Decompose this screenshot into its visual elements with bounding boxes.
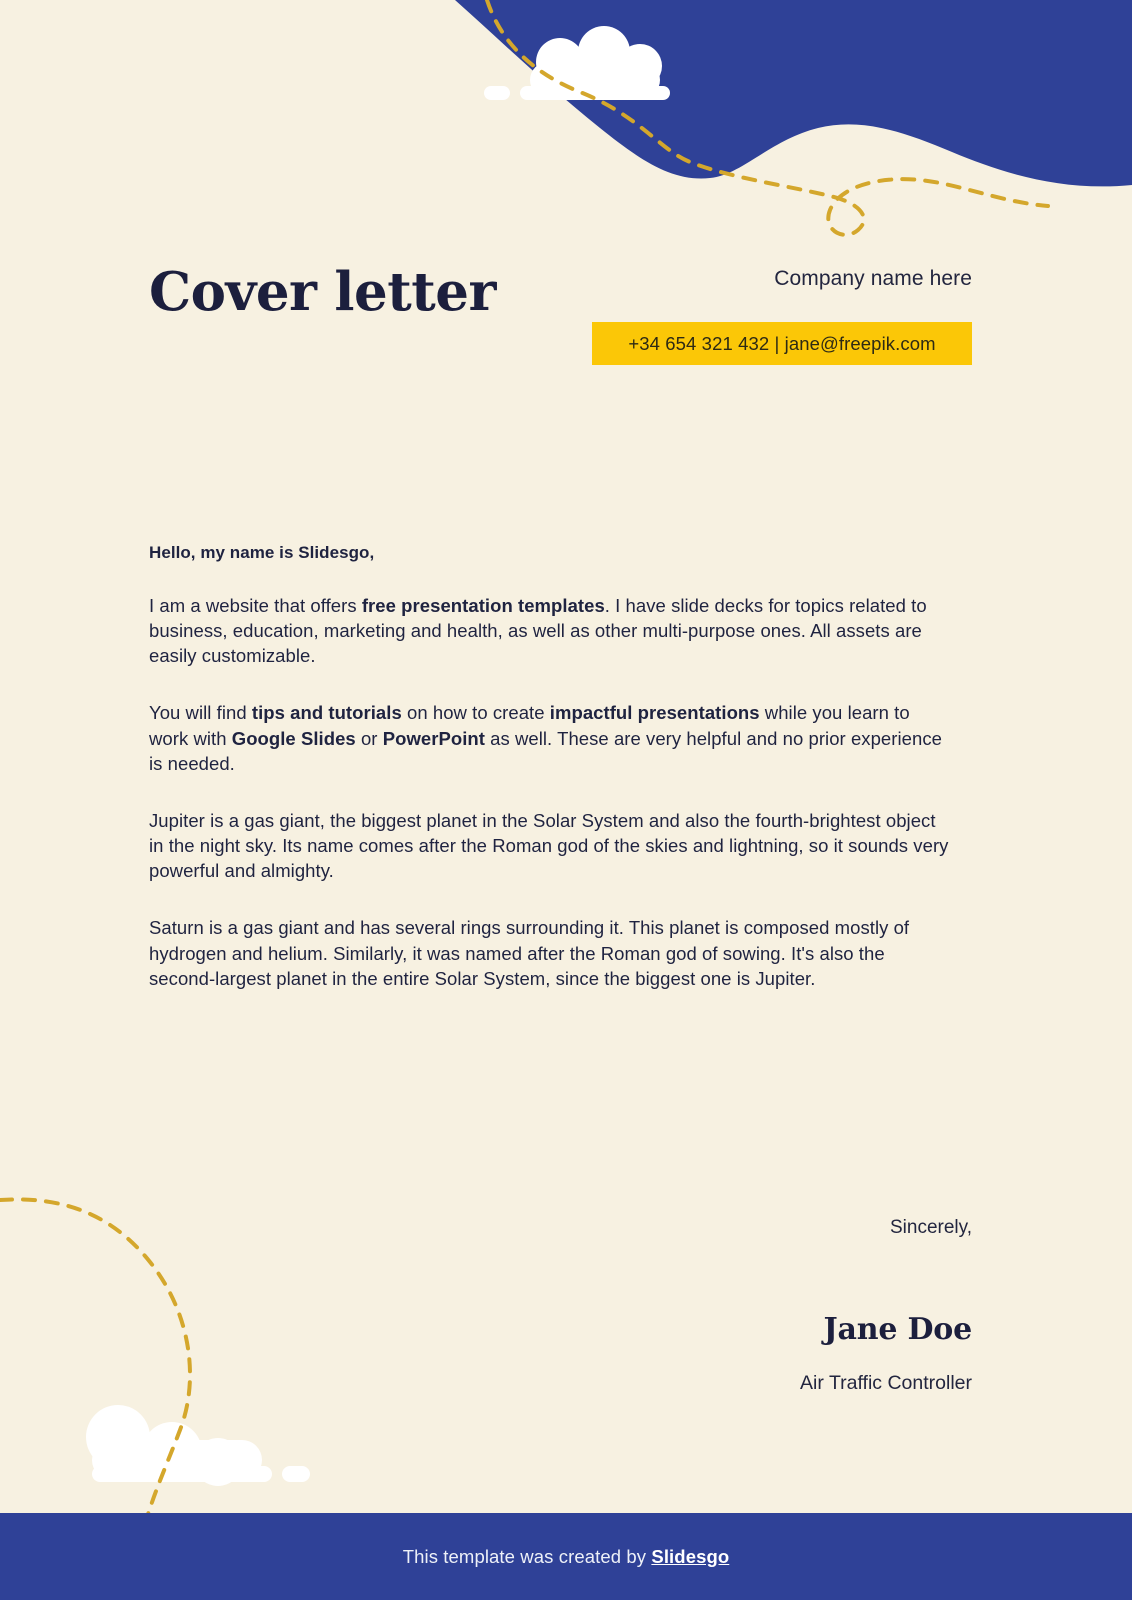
- body-text: while you learn to work with: [149, 702, 910, 749]
- contact-info: +34 654 321 432 | jane@freepik.com: [628, 332, 936, 354]
- letter-header: [0, 255, 1132, 385]
- signer-role: Air Traffic Controller: [800, 1372, 972, 1394]
- contact-bar: [592, 322, 972, 365]
- body-text: as well. These are very helpful and no prior experience is needed.: [149, 727, 942, 774]
- paragraph-list: [149, 593, 954, 991]
- footer-credit: [403, 1546, 730, 1568]
- body-text: You will find: [149, 702, 252, 724]
- letter-paragraph: [149, 700, 954, 775]
- emphasis-text: PowerPoint: [382, 727, 485, 749]
- emphasis-text: free presentation templates: [361, 595, 605, 616]
- cloud-shape: [484, 26, 670, 100]
- body-text: Jupiter is a gas giant, the biggest planet in the Solar System and also the fourth-brightest object in the night sky. Its name comes after the Roman god of the skies and lightning, so it sounds very powerful and almighty.: [149, 809, 949, 882]
- page-title: Cover letter: [149, 261, 496, 323]
- body-text: I am a website that offers: [149, 595, 362, 616]
- body-text: Saturn is a gas giant and has several rings surrounding it. This planet is composed mostly of hydrogen and helium. Similarly, it was named after the Roman god of sowing. It's also the second-largest planet in the entire Solar System, since the biggest one is Jupiter.: [149, 917, 910, 989]
- letter-paragraph: [149, 808, 954, 883]
- letter-body: [149, 543, 954, 991]
- letter-paragraph: [149, 593, 954, 668]
- closing-text: Sincerely,: [889, 1217, 972, 1238]
- slidesgo-link[interactable]: Slidesgo: [651, 1545, 730, 1567]
- dashed-flight-path: [487, 0, 1048, 235]
- footer-bar: [0, 1513, 1132, 1600]
- company-name: Company name here: [774, 267, 972, 290]
- letter-paragraph: [149, 915, 954, 990]
- footer-prefix: This template was created by: [402, 1545, 652, 1567]
- signer-name: Jane Doe: [823, 1312, 972, 1347]
- cloud-shape: [86, 1405, 310, 1486]
- blue-wave-shape: [455, 0, 1132, 186]
- body-text: . I have slide decks for topics related to business, education, marketing and health, as well as other multi-purpose ones. All assets are easily customizable.: [149, 595, 927, 667]
- greeting: Hello, my name is Slidesgo,: [149, 543, 375, 562]
- emphasis-text: impactful presentations: [549, 702, 760, 724]
- body-text: on how to create: [401, 702, 550, 724]
- emphasis-text: Google Slides: [231, 727, 356, 749]
- body-text: or: [355, 727, 383, 749]
- emphasis-text: tips and tutorials: [251, 702, 402, 724]
